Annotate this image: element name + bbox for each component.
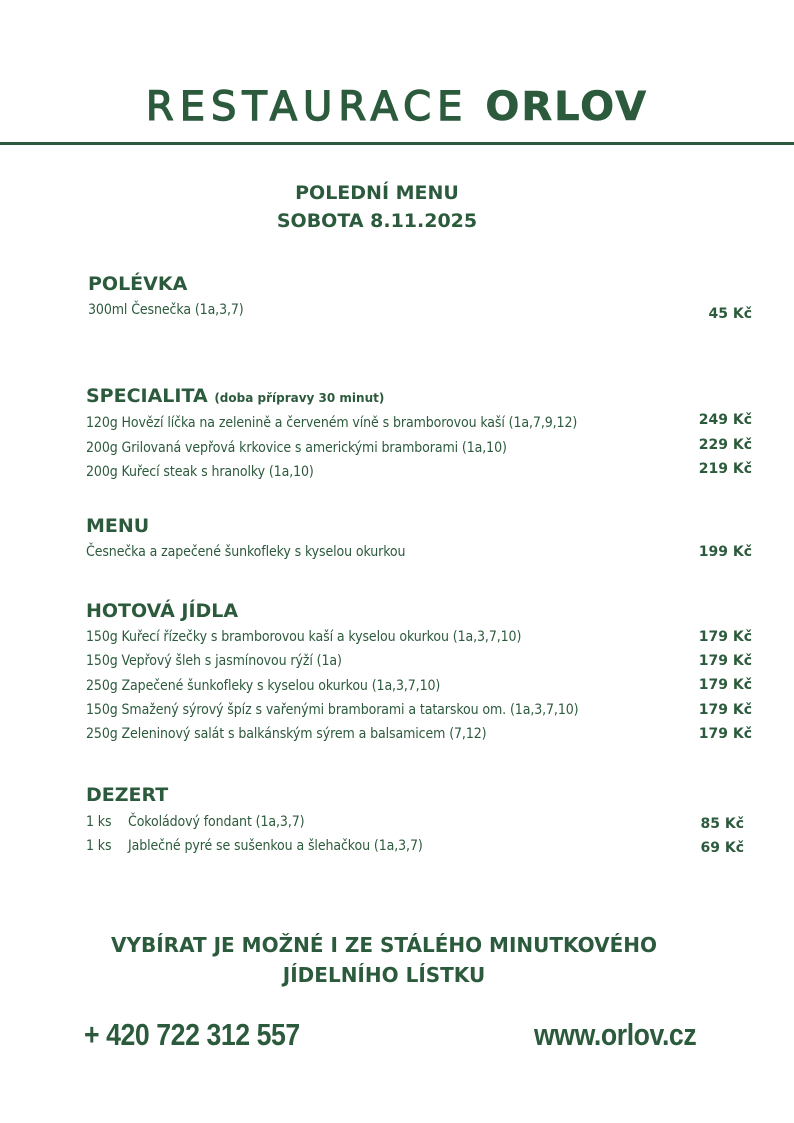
- menu-item-name: Česnečka a zapečené šunkofleky s kyselou okurkou: [86, 544, 406, 560]
- dessert-qty: 1 ks: [86, 838, 112, 854]
- contact-phone[interactable]: + 420 722 312 557: [84, 1017, 300, 1052]
- section-specialty-note: (doba přípravy 30 minut): [214, 391, 385, 405]
- header-divider: [0, 142, 794, 145]
- menu-item-name: Čokoládový fondant (1a,3,7): [128, 814, 305, 830]
- section-specialty-label: SPECIALITA: [86, 385, 208, 407]
- menu-item-price: 199 Kč: [698, 544, 752, 560]
- footer-note-line1: VYBÍRAT JE MOŽNÉ I ZE STÁLÉHO MINUTKOVÉHO: [111, 933, 657, 957]
- menu-item-price: 69 Kč: [700, 840, 744, 856]
- contact-website[interactable]: www.orlov.cz: [534, 1017, 697, 1052]
- menu-item-name: 200g Grilovaná vepřová krkovice s americkými bramborami (1a,10): [86, 440, 507, 456]
- menu-item-price: 219 Kč: [698, 461, 752, 477]
- menu-item-name: 120g Hovězí líčka na zelenině a červeném víně s bramborovou kaší (1a,7,9,12): [86, 415, 578, 431]
- logo-word-orlov: ORLOV: [485, 84, 649, 130]
- menu-date: SOBOTA 8.11.2025: [276, 210, 478, 232]
- menu-item-price: 179 Kč: [698, 726, 752, 742]
- section-ready-title: HOTOVÁ JÍDLA: [86, 600, 239, 622]
- menu-item-price: 85 Kč: [700, 816, 744, 832]
- section-soup-title: POLÉVKA: [88, 273, 188, 295]
- menu-item-price: 179 Kč: [698, 677, 752, 693]
- dessert-qty: 1 ks: [86, 814, 112, 830]
- section-menu-title: MENU: [86, 515, 150, 537]
- section-specialty-title: [86, 385, 384, 407]
- menu-item-name: 250g Zeleninový salát s balkánským sýrem a balsamicem (7,12): [86, 726, 487, 742]
- menu-item-name: 250g Zapečené šunkofleky s kyselou okurkou (1a,3,7,10): [86, 678, 441, 694]
- logo-word-restaurace: RESTAURACE: [145, 84, 469, 130]
- footer-note-line2: JÍDELNÍHO LÍSTKU: [282, 963, 486, 987]
- menu-item-price: 249 Kč: [698, 412, 752, 428]
- menu-item-name: 150g Vepřový šleh s jasmínovou rýží (1a): [86, 653, 342, 669]
- menu-item-price: 229 Kč: [698, 437, 752, 453]
- menu-item-price: 179 Kč: [698, 629, 752, 645]
- menu-item-price: 179 Kč: [698, 702, 752, 718]
- menu-item-name: 200g Kuřecí steak s hranolky (1a,10): [86, 464, 314, 480]
- menu-item-name: 150g Smažený sýrový špíz s vařenými bramborami a tatarskou om. (1a,3,7,10): [86, 702, 579, 718]
- menu-item-name: Jablečné pyré se sušenkou a šlehačkou (1a,3,7): [128, 838, 423, 854]
- section-dessert-title: DEZERT: [86, 784, 169, 806]
- menu-title: POLEDNÍ MENU: [295, 182, 459, 204]
- menu-item-price: 45 Kč: [708, 306, 752, 322]
- menu-item-name: 300ml Česnečka (1a,3,7): [88, 302, 244, 318]
- restaurant-logo: [0, 84, 794, 130]
- menu-item-price: 179 Kč: [698, 653, 752, 669]
- menu-item-name: 150g Kuřecí řízečky s bramborovou kaší a kyselou okurkou (1a,3,7,10): [86, 629, 522, 645]
